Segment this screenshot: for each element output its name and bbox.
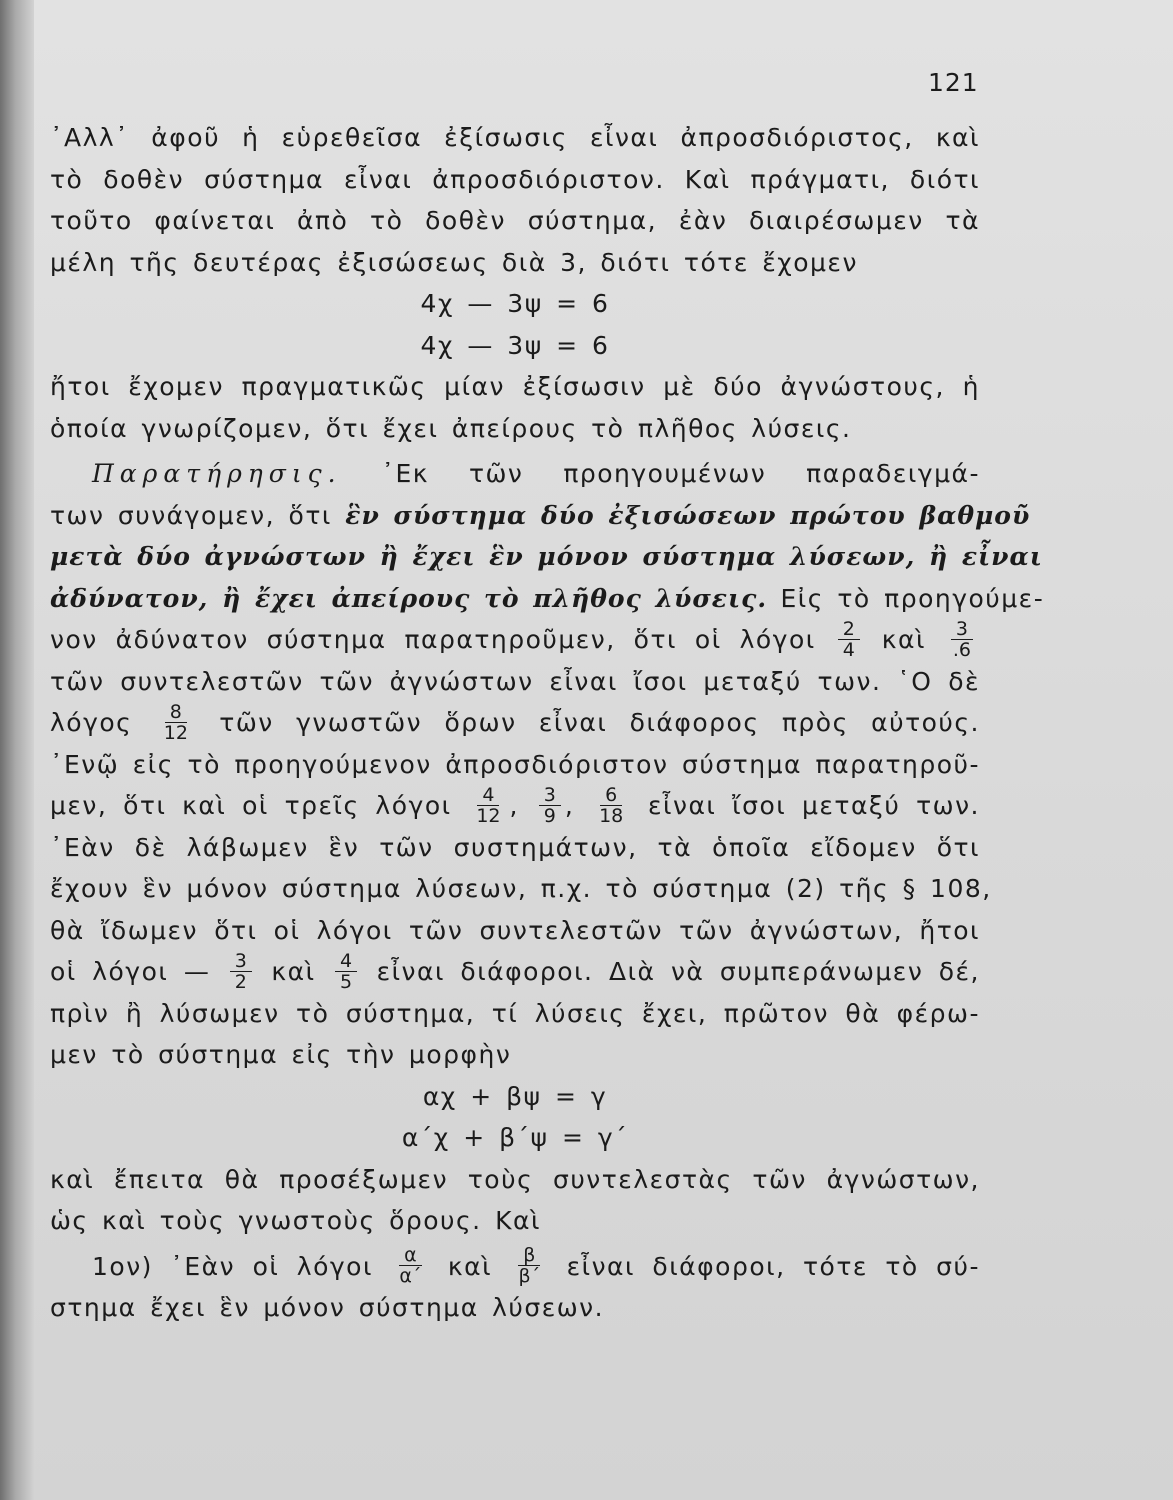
fraction: $\frac{2}{4}$ (838, 619, 860, 660)
text-line: τοῦτο φαίνεται ἀπὸ τὸ δοθὲν σύστημα, ἐὰν διαιρέσωμεν τὰ (50, 206, 980, 235)
text-line (50, 578, 1045, 620)
emphasis-text: μετὰ δύο ἀγνώστων ἢ ἔχει ἓν μόνον σύστημα λύσεων, ἢ εἶναι (50, 542, 1043, 571)
text-line (50, 536, 1043, 578)
fraction: $\frac{4}{12}$ (476, 783, 501, 827)
text-line (50, 619, 980, 661)
text-line: πρὶν ἢ λύσωμεν τὸ σύστημα, τί λύσεις ἔχει, πρῶτον θὰ φέρω- (50, 998, 980, 1028)
text-line: μέλη τῆς δευτέρας ἐξισώσεως διὰ 3, διότι τότε ἔχομεν (50, 247, 858, 277)
remark-first-line (50, 453, 980, 495)
emphasis-text: ἓν σύστημα δύο ἐξισώσεων πρώτου βαθμοῦ (345, 500, 1031, 530)
text-line: θὰ ἴδωμεν ὅτι οἱ λόγοι τῶν συντελεστῶν τῶν ἀγνώστων, ἤτοι (50, 915, 980, 945)
fraction: $\frac{4}{5}$ (335, 951, 357, 992)
text-line: ἔχουν ἓν μόνον σύστημα λύσεων, π.χ. τὸ σύστημα (2) τῆς § 108, (50, 874, 992, 903)
text-segment: 1ον) ᾿Εὰν οἱ λόγοι (92, 1251, 373, 1281)
book-spine-shadow (0, 0, 34, 1500)
text-line: ἤτοι ἔχομεν πραγματικῶς μίαν ἐξίσωσιν μὲ δύο ἀγνώστους, ἡ (50, 372, 980, 401)
text-segment: των συνάγομεν, ὅτι (50, 500, 332, 530)
fraction: $\frac{3}{.6}$ (952, 617, 972, 661)
text-segment: λόγος (50, 708, 133, 737)
text-segment: τῶν γνωστῶν ὅρων εἶναι διάφορος πρὸς αὐτούς. (219, 708, 981, 737)
text-line: στημα ἔχει ἓν μόνον σύστημα λύσεων. (50, 1293, 605, 1322)
text-segment: καὶ (447, 1251, 493, 1281)
text-line (50, 702, 980, 744)
text-line: ᾿Αλλ᾿ ἀφοῦ ἡ εὑρεθεῖσα ἐξίσωσις εἶναι ἀπροσδιόριστος, καὶ (50, 123, 980, 152)
text-segment: Εἰς τὸ προηγούμε- (780, 583, 1045, 613)
text-line (50, 951, 980, 993)
body-text (50, 117, 1045, 1329)
text-segment: οἱ λόγοι — (50, 957, 211, 986)
text-line: τῶν συντελεστῶν τῶν ἀγνώστων εἶναι ἴσοι μεταξύ των. ῾Ο δὲ (50, 666, 980, 696)
text-line: ᾿Εὰν δὲ λάβωμεν ἓν τῶν συστημάτων, τὰ ὁποῖα εἴδομεν ὅτι (50, 832, 980, 862)
text-segment: εἶναι ἴσοι μεταξύ των. (648, 791, 980, 820)
text-line: ᾿Ενῷ εἰς τὸ προηγούμενον ἀπροσδιόριστον σύστημα παρατηροῦ- (50, 749, 980, 779)
equation: α΄χ + β΄ψ = γ΄ (401, 1123, 629, 1152)
text-segment: ᾿Εκ τῶν προηγουμένων παραδειγμά- (381, 459, 980, 488)
fraction: $\frac{\beta}{\beta΄}$ (518, 1244, 541, 1287)
text-segment: εἶναι διάφοροι. Διὰ νὰ συμπεράνωμεν δέ, (376, 957, 981, 986)
text-segment: νον ἀδύνατον σύστημα παρατηροῦμεν, ὅτι οἱ λόγοι (50, 625, 816, 654)
text-segment: εἶναι διάφοροι, τότε τὸ σύ- (566, 1251, 980, 1281)
text-segment: μεν, ὅτι καὶ οἱ τρεῖς λόγοι (50, 791, 452, 820)
text-line: καὶ ἔπειτα θὰ προσέξωμεν τοὺς συντελεστὰς τῶν ἀγνώστων, (50, 1164, 980, 1194)
text-line: μεν τὸ σύστημα εἰς τὴν μορφὴν (50, 1040, 512, 1069)
text-segment: καὶ (881, 625, 926, 654)
fraction: $\frac{6}{18}$ (599, 783, 624, 827)
text-line: ὡς καὶ τοὺς γνωστοὺς ὅρους. Καὶ (50, 1206, 541, 1235)
equation: αχ + βψ = γ (422, 1081, 608, 1111)
text-segment: καὶ (271, 957, 316, 986)
text-line (50, 495, 1031, 537)
text-line: τὸ δοθὲν σύστημα εἶναι ἀπροσδιόριστον. Καὶ πράγματι, διότι (50, 164, 980, 194)
text-line (50, 1246, 980, 1288)
equation: 4χ — 3ψ = 6 (420, 330, 610, 360)
page-number: 121 (928, 68, 979, 97)
fraction: $\frac{3}{9}$ (539, 785, 561, 826)
text-line: μεν, ὅτι καὶ οἱ τρεῖς λόγοι $\frac{4}{12}$ , $\frac{3}{9}$ , $\frac{6}{18}$ εἶναι ἴσοι μεταξύ των. (50, 783, 980, 827)
emphasis-text: ἀδύνατον, ἢ ἔχει ἀπείρους τὸ πλῆθος λύσεις. (50, 583, 768, 613)
fraction: $\frac{3}{2}$ (230, 951, 252, 992)
fraction: $\frac{8}{12}$ (163, 700, 188, 744)
text-line: ὁποία γνωρίζομεν, ὅτι ἔχει ἀπείρους τὸ πλῆθος λύσεις. (50, 413, 852, 443)
equation: 4χ — 3ψ = 6 (420, 289, 610, 318)
remark-heading: Παρατήρησις. (92, 459, 342, 488)
fraction: $\frac{\alpha}{\alpha΄}$ (399, 1244, 422, 1287)
